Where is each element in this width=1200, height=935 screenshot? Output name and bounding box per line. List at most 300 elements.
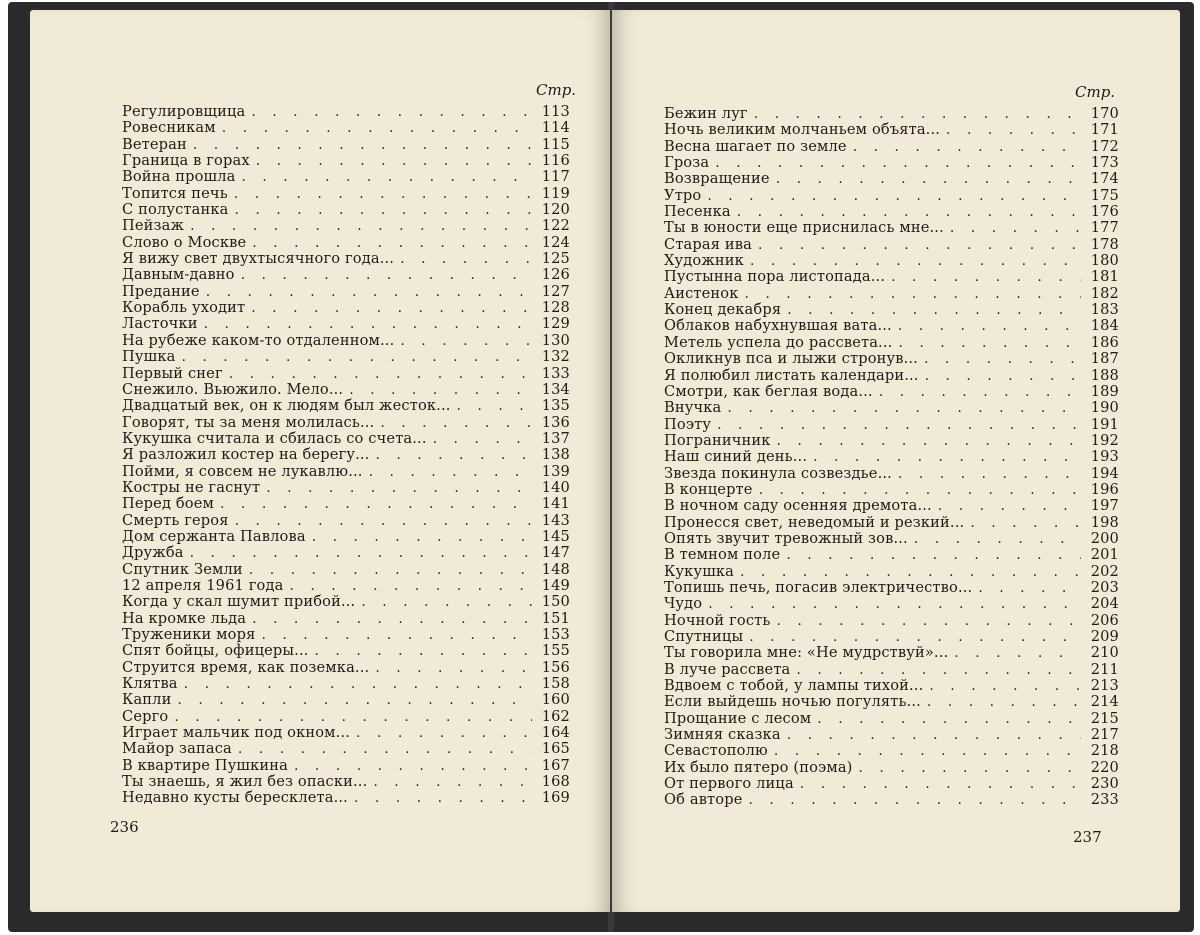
dot-leader [229, 366, 532, 382]
dot-leader [206, 284, 532, 300]
dot-leader [796, 662, 1081, 678]
toc-entry [664, 106, 1119, 122]
toc-entry-page: 210 [1090, 645, 1119, 662]
toc-entry-title: Я вижу свет двухтысячного года... [122, 251, 395, 268]
toc-entry-page: 150 [541, 594, 570, 611]
toc-entry-title: В концерте [664, 481, 753, 498]
toc-entry-title: Утро [664, 187, 702, 204]
toc-entry-page: 119 [541, 185, 570, 202]
toc-entry-title: Опять звучит тревожный зов... [664, 530, 908, 547]
toc-entry-page: 138 [541, 447, 570, 464]
toc-entry-page: 120 [541, 202, 570, 219]
toc-entry-page: 178 [1090, 236, 1119, 253]
dot-leader [970, 515, 1081, 531]
toc-entry-title: Ночь великим молчаньем объята... [664, 122, 941, 139]
toc-entry [122, 202, 570, 218]
toc-entry-title: В квартире Пушкина [122, 757, 289, 774]
toc-entry-page: 169 [541, 790, 570, 807]
toc-entry [122, 235, 570, 251]
dot-leader [252, 611, 532, 627]
toc-entry-page: 171 [1090, 122, 1119, 139]
toc-entry-title: Метель успела до рассвета... [664, 334, 893, 351]
toc-entry-title: Внучка [664, 400, 722, 417]
toc-entry-page: 172 [1090, 138, 1119, 155]
dot-leader [349, 382, 532, 398]
toc-entry-page: 186 [1090, 334, 1119, 351]
toc-entry-page: 135 [541, 398, 570, 415]
toc-entry [664, 547, 1119, 563]
dot-leader [433, 431, 532, 447]
dot-leader [369, 464, 532, 480]
toc-entry-title: Дружба [122, 545, 184, 562]
toc-entry-title: Дом сержанта Павлова [122, 528, 306, 545]
toc-entry [664, 335, 1119, 351]
toc-entry-page: 122 [541, 218, 570, 235]
toc-entry [122, 660, 570, 676]
toc-entry-page: 117 [541, 169, 570, 186]
toc-entry [122, 333, 570, 349]
toc-entry-title: Художник [664, 253, 744, 270]
toc-entry-page: 155 [541, 643, 570, 660]
toc-entry-page: 162 [541, 708, 570, 725]
dot-leader [289, 578, 532, 594]
toc-entry-title: Майор запаса [122, 741, 232, 758]
dot-leader [813, 449, 1081, 465]
toc-entry [122, 790, 570, 806]
page-column-header: Стр. [536, 81, 577, 99]
toc-entry [664, 449, 1119, 465]
toc-entry [664, 711, 1119, 727]
toc-entry-page: 127 [541, 283, 570, 300]
toc-entry [122, 447, 570, 463]
toc-entry-title: Пойми, я совсем не лукавлю... [122, 463, 363, 480]
toc-entry-page: 145 [541, 528, 570, 545]
toc-entry [122, 153, 570, 169]
toc-entry-title: Снежило. Вьюжило. Мело... [122, 381, 344, 398]
dot-leader [924, 351, 1081, 367]
dot-leader [354, 790, 532, 806]
toc-entry-page: 217 [1090, 727, 1119, 744]
toc-entry [122, 676, 570, 692]
toc-entry-title: Зимняя сказка [664, 727, 781, 744]
toc-entry [122, 692, 570, 708]
dot-leader [715, 155, 1081, 171]
toc-entry [664, 220, 1119, 236]
dot-leader [879, 384, 1081, 400]
toc-entry-title: Ровесникам [122, 120, 216, 137]
toc-entry [122, 137, 570, 153]
toc-entry-title: Аистенок [664, 285, 739, 302]
dot-leader [234, 202, 532, 218]
toc-entry-page: 184 [1090, 318, 1119, 335]
toc-entry [122, 398, 570, 414]
toc-entry-title: Ласточки [122, 316, 198, 333]
toc-entry-page: 233 [1090, 792, 1119, 809]
toc-entry [122, 349, 570, 365]
dot-leader [859, 760, 1081, 776]
toc-entry [664, 433, 1119, 449]
toc-entry-title: Севастополю [664, 743, 768, 760]
book-cover [8, 2, 1194, 932]
toc-entry-page: 167 [541, 757, 570, 774]
toc-entry-title: Пронесся свет, неведомый и резкий... [664, 514, 965, 531]
page-number: 236 [110, 818, 139, 836]
toc-entry-page: 215 [1090, 710, 1119, 727]
toc-entry-title: Спутницы [664, 629, 744, 645]
toc-entry [664, 662, 1119, 678]
toc-entry-page: 177 [1090, 220, 1119, 237]
toc-entry-page: 126 [541, 267, 570, 284]
dot-leader [222, 120, 532, 136]
dot-leader [174, 709, 532, 725]
table-of-contents-right [664, 106, 1119, 809]
page-column-header: Стр. [1075, 83, 1116, 101]
dot-leader [787, 302, 1081, 318]
toc-entry [664, 645, 1119, 661]
toc-entry-title: Весна шагает по земле [664, 138, 847, 155]
toc-entry [664, 302, 1119, 318]
toc-entry [122, 218, 570, 234]
toc-entry [122, 529, 570, 545]
dot-leader [758, 237, 1081, 253]
toc-entry-page: 183 [1090, 302, 1119, 319]
toc-entry [122, 594, 570, 610]
page-number: 237 [1073, 828, 1102, 846]
dot-leader [204, 316, 532, 332]
dot-leader [891, 269, 1081, 285]
toc-entry [664, 580, 1119, 596]
toc-entry-page: 230 [1090, 776, 1119, 793]
toc-entry-page: 213 [1090, 678, 1119, 695]
dot-leader [750, 253, 1081, 269]
dot-leader [380, 415, 532, 431]
toc-entry-page: 209 [1090, 629, 1119, 645]
dot-leader [749, 792, 1082, 808]
dot-leader [737, 204, 1081, 220]
dot-leader [774, 743, 1081, 759]
toc-entry-page: 175 [1090, 187, 1119, 204]
toc-entry [122, 545, 570, 561]
toc-entry-title: Говорят, ты за меня молилась... [122, 414, 375, 431]
dot-leader [457, 398, 532, 414]
toc-entry-page: 190 [1090, 400, 1119, 417]
toc-entry-title: Труженики моря [122, 627, 256, 643]
toc-entry-title: Чудо [664, 596, 703, 613]
dot-leader [898, 318, 1081, 334]
toc-entry-title: Спутник Земли [122, 561, 243, 578]
toc-entry [664, 776, 1119, 792]
dot-leader [252, 235, 532, 251]
toc-entry-page: 113 [541, 104, 570, 120]
toc-entry-title: С полустанка [122, 202, 229, 219]
toc-entry-title: Кукушка считала и сбилась со счета... [122, 430, 427, 447]
dot-leader [241, 267, 532, 283]
toc-entry-page: 196 [1090, 481, 1119, 498]
toc-entry [122, 169, 570, 185]
toc-entry [122, 562, 570, 578]
toc-entry [122, 611, 570, 627]
toc-entry-title: Недавно кусты бересклета... [122, 790, 348, 807]
dot-leader [929, 678, 1081, 694]
toc-entry-title: Я разложил костер на берегу... [122, 447, 370, 464]
toc-entry [122, 251, 570, 267]
dot-leader [727, 400, 1081, 416]
toc-entry-title: Вдвоем с тобой, у лампы тихой... [664, 678, 924, 695]
toc-entry-title: Первый снег [122, 365, 223, 382]
toc-entry-title: Костры не гаснут [122, 479, 261, 496]
toc-entry-page: 174 [1090, 171, 1119, 188]
toc-entry [122, 300, 570, 316]
dot-leader [251, 300, 532, 316]
toc-entry [122, 415, 570, 431]
toc-entry [664, 466, 1119, 482]
toc-entry-page: 211 [1090, 661, 1119, 678]
dot-leader [740, 564, 1081, 580]
toc-entry [664, 596, 1119, 612]
toc-entry [664, 188, 1119, 204]
toc-entry-page: 149 [541, 577, 570, 594]
toc-entry-title: В темном поле [664, 547, 781, 564]
toc-entry [664, 204, 1119, 220]
toc-entry [664, 727, 1119, 743]
toc-entry [122, 120, 570, 136]
toc-entry [122, 643, 570, 659]
toc-entry [122, 709, 570, 725]
dot-leader [361, 594, 532, 610]
toc-entry-title: Наш синий день... [664, 449, 808, 466]
toc-entry-page: 132 [541, 349, 570, 366]
dot-leader [717, 417, 1081, 433]
dot-leader [356, 725, 532, 741]
toc-entry [664, 384, 1119, 400]
toc-entry-page: 187 [1090, 351, 1119, 368]
toc-entry-title: В луче рассвета [664, 661, 791, 678]
dot-leader [938, 498, 1081, 514]
toc-entry [122, 464, 570, 480]
toc-entry-title: Если выйдешь ночью погулять... [664, 694, 921, 711]
toc-entry-page: 206 [1090, 612, 1119, 629]
dot-leader [400, 251, 532, 267]
toc-entry [664, 760, 1119, 776]
toc-entry-page: 133 [541, 365, 570, 382]
toc-entry [122, 284, 570, 300]
toc-entry-title: Старая ива [664, 236, 752, 253]
toc-entry-page: 137 [541, 430, 570, 447]
toc-entry [122, 578, 570, 594]
toc-entry-page: 204 [1090, 596, 1119, 613]
left-page [30, 10, 610, 912]
toc-entry [122, 758, 570, 774]
dot-leader [946, 122, 1081, 138]
toc-entry [664, 269, 1119, 285]
dot-leader [266, 480, 532, 496]
toc-entry-page: 218 [1090, 743, 1119, 760]
toc-entry-page: 197 [1090, 498, 1119, 515]
toc-entry-title: Гроза [664, 155, 710, 172]
dot-leader [954, 645, 1081, 661]
toc-entry-title: На кромке льда [122, 610, 247, 627]
dot-leader [181, 349, 532, 365]
dot-leader [400, 333, 532, 349]
toc-entry-page: 220 [1090, 759, 1119, 776]
toc-entry [122, 774, 570, 790]
toc-entry-title: Окликнув пса и лыжи стронув... [664, 351, 918, 368]
toc-entry-title: Пушка [122, 349, 176, 366]
dot-leader [315, 643, 532, 659]
toc-entry-page: 191 [1090, 416, 1119, 433]
toc-entry [664, 564, 1119, 580]
dot-leader [294, 758, 532, 774]
toc-entry-page: 129 [541, 316, 570, 333]
dot-leader [234, 186, 532, 202]
toc-entry-page: 200 [1090, 530, 1119, 547]
toc-entry [664, 629, 1119, 645]
toc-entry-page: 165 [541, 741, 570, 758]
toc-entry-page: 164 [541, 725, 570, 742]
toc-entry-page: 136 [541, 414, 570, 431]
toc-entry-page: 198 [1090, 514, 1119, 531]
toc-entry [122, 513, 570, 529]
dot-leader [184, 676, 532, 692]
dot-leader [817, 711, 1081, 727]
dot-leader [708, 596, 1081, 612]
toc-entry-page: 141 [541, 496, 570, 513]
toc-entry-title: Война прошла [122, 169, 236, 186]
toc-entry [664, 417, 1119, 433]
toc-entry-title: Ты знаешь, я жил без опаски... [122, 774, 368, 791]
toc-entry-page: 180 [1090, 253, 1119, 270]
toc-entry-page: 182 [1090, 285, 1119, 302]
toc-entry-title: Возвращение [664, 171, 770, 188]
dot-leader [242, 169, 533, 185]
toc-entry-page: 160 [541, 692, 570, 709]
dot-leader [373, 774, 532, 790]
toc-entry-title: Давным-давно [122, 267, 235, 284]
toc-entry [664, 792, 1119, 808]
dot-leader [707, 188, 1081, 204]
dot-leader [177, 692, 532, 708]
toc-entry [122, 480, 570, 496]
toc-entry [664, 155, 1119, 171]
dot-leader [249, 562, 532, 578]
dot-leader [925, 368, 1081, 384]
dot-leader [745, 286, 1082, 302]
toc-entry [122, 104, 570, 120]
toc-entry [122, 496, 570, 512]
toc-entry-title: Смотри, как беглая вода... [664, 383, 873, 400]
dot-leader [853, 139, 1081, 155]
toc-entry-title: Песенка [664, 204, 731, 221]
toc-entry-page: 193 [1090, 449, 1119, 466]
toc-entry-page: 156 [541, 659, 570, 676]
toc-entry-title: Корабль уходит [122, 300, 246, 317]
toc-entry-page: 139 [541, 463, 570, 480]
dot-leader [927, 694, 1081, 710]
toc-entry [664, 318, 1119, 334]
toc-entry-title: Спят бойцы, офицеры... [122, 643, 309, 660]
toc-entry-page: 194 [1090, 465, 1119, 482]
toc-entry [664, 139, 1119, 155]
toc-entry [664, 237, 1119, 253]
toc-entry-page: 151 [541, 610, 570, 627]
dot-leader [754, 106, 1081, 122]
toc-entry-page: 189 [1090, 383, 1119, 400]
toc-entry-title: Ты в юности еще приснилась мне... [664, 220, 944, 237]
dot-leader [786, 547, 1081, 563]
toc-entry-title: Струится время, как поземка... [122, 659, 370, 676]
toc-entry-page: 158 [541, 676, 570, 693]
toc-entry [664, 613, 1119, 629]
toc-entry [122, 267, 570, 283]
toc-entry-page: 192 [1090, 432, 1119, 449]
toc-entry-page: 181 [1090, 269, 1119, 286]
toc-entry [122, 316, 570, 332]
toc-entry-title: Конец декабря [664, 302, 782, 319]
toc-entry [664, 368, 1119, 384]
toc-entry [664, 286, 1119, 302]
toc-entry-title: Ветеран [122, 136, 187, 153]
toc-entry-page: 176 [1090, 204, 1119, 221]
toc-entry-page: 115 [541, 136, 570, 153]
toc-entry-title: Капли [122, 692, 172, 709]
dot-leader [898, 335, 1081, 351]
toc-entry-title: Прощание с лесом [664, 710, 812, 727]
toc-entry-title: Я полюбил листать календари... [664, 367, 919, 384]
dot-leader [193, 137, 532, 153]
toc-entry-title: Двадцатый век, он к людям был жесток... [122, 398, 451, 415]
toc-entry [664, 678, 1119, 694]
dot-leader [235, 513, 532, 529]
toc-entry [664, 253, 1119, 269]
toc-entry [664, 498, 1119, 514]
dot-leader [978, 580, 1081, 596]
toc-entry-title: Об авторе [664, 792, 743, 809]
toc-entry-page: 173 [1090, 155, 1119, 172]
toc-entry-title: Кукушка [664, 563, 735, 580]
toc-entry-title: Граница в горах [122, 153, 250, 170]
dot-leader [256, 153, 532, 169]
toc-entry-title: Перед боем [122, 496, 215, 513]
toc-entry-page: 116 [541, 153, 570, 170]
dot-leader [238, 741, 532, 757]
toc-entry-title: 12 апреля 1961 года [122, 577, 284, 594]
toc-entry-page: 214 [1090, 694, 1119, 711]
toc-entry-title: Ты говорила мне: «Не мудрствуй»... [664, 645, 949, 662]
toc-entry [122, 627, 570, 643]
toc-entry-page: 147 [541, 545, 570, 562]
toc-entry-title: Когда у скал шумит прибой... [122, 594, 356, 611]
toc-entry [122, 431, 570, 447]
toc-entry-title: На рубеже каком-то отдаленном... [122, 332, 395, 349]
toc-entry-page: 153 [541, 627, 570, 643]
dot-leader [375, 660, 532, 676]
dot-leader [800, 776, 1081, 792]
toc-entry [122, 366, 570, 382]
toc-entry-title: Топится печь [122, 185, 228, 202]
toc-entry [664, 531, 1119, 547]
dot-leader [220, 496, 532, 512]
toc-entry-page: 130 [541, 332, 570, 349]
toc-entry-page: 148 [541, 561, 570, 578]
dot-leader [190, 218, 532, 234]
toc-entry-page: 143 [541, 512, 570, 529]
toc-entry-page: 203 [1090, 579, 1119, 596]
toc-entry-page: 125 [541, 251, 570, 268]
toc-entry-title: Пустынна пора листопада... [664, 269, 886, 286]
toc-entry [664, 122, 1119, 138]
dot-leader [776, 613, 1081, 629]
toc-entry-page: 188 [1090, 367, 1119, 384]
